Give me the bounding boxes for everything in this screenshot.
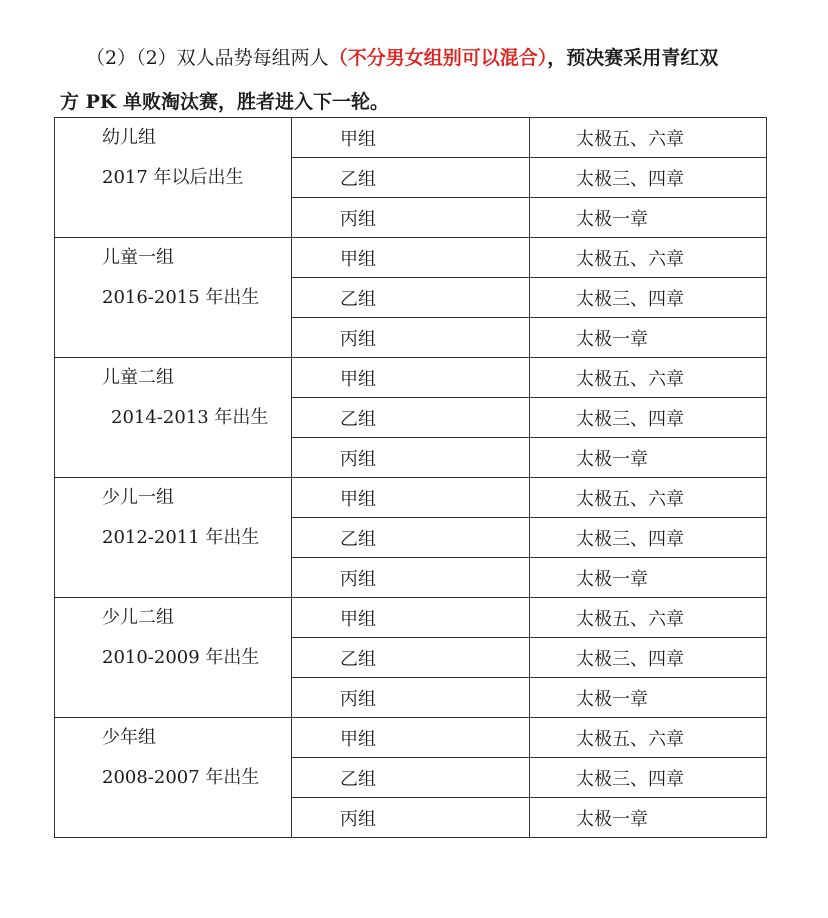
category-name: 幼儿组 xyxy=(102,127,156,148)
group-cell: 丙组 xyxy=(292,558,530,598)
category-cell xyxy=(55,358,292,478)
form-cell: 太极一章 xyxy=(530,798,767,838)
intro-prefix: （2）（2）双人品势每组两人 xyxy=(86,47,329,69)
category-cell xyxy=(55,118,292,238)
group-cell: 乙组 xyxy=(292,638,530,678)
group-cell: 丙组 xyxy=(292,798,530,838)
form-cell: 太极五、六章 xyxy=(530,598,767,638)
category-name: 少年组 xyxy=(102,727,156,748)
form-cell: 太极一章 xyxy=(530,438,767,478)
form-cell: 太极三、四章 xyxy=(530,278,767,318)
category-years: 2017 年以后出生 xyxy=(102,167,244,188)
form-cell: 太极一章 xyxy=(530,198,767,238)
group-cell: 乙组 xyxy=(292,758,530,798)
form-cell: 太极一章 xyxy=(530,558,767,598)
group-cell: 甲组 xyxy=(292,238,530,278)
form-cell: 太极五、六章 xyxy=(530,358,767,398)
form-cell: 太极三、四章 xyxy=(530,398,767,438)
form-cell: 太极一章 xyxy=(530,318,767,358)
intro-line-2: 方 PK 单败淘汰赛，胜者进入下一轮。 xyxy=(60,91,390,113)
category-name: 儿童二组 xyxy=(102,367,174,388)
intro-line-1 xyxy=(86,46,801,70)
category-years: 2016-2015 年出生 xyxy=(102,287,260,308)
group-cell: 丙组 xyxy=(292,318,530,358)
form-cell: 太极三、四章 xyxy=(530,158,767,198)
group-cell: 甲组 xyxy=(292,598,530,638)
table-row xyxy=(55,118,767,158)
intro-highlight: （不分男女组别可以混合） xyxy=(328,47,548,69)
form-cell: 太极五、六章 xyxy=(530,478,767,518)
category-cell xyxy=(55,478,292,598)
group-cell: 甲组 xyxy=(292,718,530,758)
category-cell xyxy=(55,238,292,358)
category-name: 儿童一组 xyxy=(102,247,174,268)
category-years: 2012-2011 年出生 xyxy=(102,527,260,548)
category-name: 少儿一组 xyxy=(102,487,174,508)
category-years: 2010-2009 年出生 xyxy=(102,647,260,668)
form-cell: 太极五、六章 xyxy=(530,118,767,158)
group-cell: 丙组 xyxy=(292,678,530,718)
category-years: 2014-2013 年出生 xyxy=(111,407,269,428)
form-cell: 太极三、四章 xyxy=(530,758,767,798)
table-row xyxy=(55,358,767,398)
table-row xyxy=(55,238,767,278)
category-cell xyxy=(55,598,292,718)
group-cell: 丙组 xyxy=(292,438,530,478)
category-name: 少儿二组 xyxy=(102,607,174,628)
form-cell: 太极五、六章 xyxy=(530,718,767,758)
group-cell: 乙组 xyxy=(292,158,530,198)
division-table xyxy=(54,117,767,838)
group-cell: 丙组 xyxy=(292,198,530,238)
form-cell: 太极一章 xyxy=(530,678,767,718)
form-cell: 太极三、四章 xyxy=(530,518,767,558)
group-cell: 甲组 xyxy=(292,358,530,398)
group-cell: 乙组 xyxy=(292,518,530,558)
table-row xyxy=(55,598,767,638)
group-cell: 乙组 xyxy=(292,278,530,318)
form-cell: 太极三、四章 xyxy=(530,638,767,678)
group-cell: 甲组 xyxy=(292,118,530,158)
group-cell: 乙组 xyxy=(292,398,530,438)
table-row xyxy=(55,718,767,758)
category-cell xyxy=(55,718,292,838)
table-row xyxy=(55,478,767,518)
group-cell: 甲组 xyxy=(292,478,530,518)
category-years: 2008-2007 年出生 xyxy=(102,767,260,788)
intro-suffix: ，预决赛采用青红双 xyxy=(547,47,719,69)
form-cell: 太极五、六章 xyxy=(530,238,767,278)
